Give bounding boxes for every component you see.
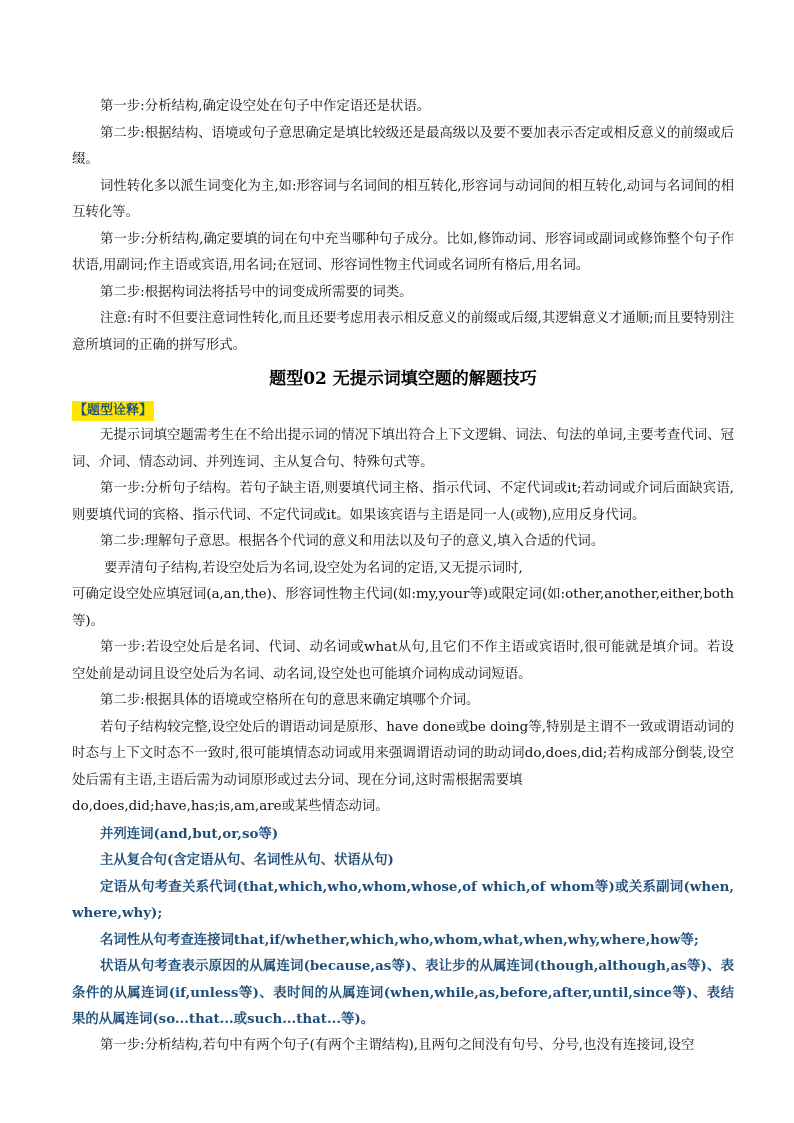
no-hint-intro: 无提示词填空题需考生在不给出提示词的情况下填出符合上下文逻辑、词法、句法的单词,主要考查代词、冠词、介词、情态动词、并列连词、主从复合句、特殊句式等。 [72,428,734,470]
word-conversion-intro: 词性转化多以派生词变化为主,如:形容词与名词间的相互转化,形容词与动词间的相互转化,动词与名词间的相互转化等。 [72,178,734,220]
article-rule-continuation: 可确定设空处应填冠词(a,an,the)、形容词性物主代词(如:my,your等)或限定词(如:other,another,either,both等)。 [72,587,734,629]
section-heading: 题型02 无提示词填空题的解题技巧 [269,369,537,389]
step-one-structure: 第一步:分析结构,确定设空处在句子中作定语还是状语。 [100,99,431,114]
adverbial-clause-rule: 状语从句考查表示原因的从属连词(because,as等)、表让步的从属连词(though,although,as等)、表条件的从属连词(if,unless等)、表时间的从属连词(when,while,as,before,after,until,since等)、表结果的从属连词(so...that...或such...that...等)。 [72,958,734,1027]
step-one-sentence-element: 第一步:分析结构,确定要填的词在句中充当哪种句子成分。比如,修饰动词、形容词或副词或修饰整个句子作状语,用副词;作主语或宾语,用名词;在冠词、形容词性物主代词或名词所有格后,用名词。 [72,231,734,273]
pronoun-step-two: 第二步:理解句子意思。根据各个代词的意义和用法以及句子的意义,填入合适的代词。 [100,534,605,549]
tag-row [72,395,734,423]
conjunction-step-one: 第一步:分析结构,若句中有两个句子(有两个主谓结构),且两句之间没有句号、分号,也没有连接词,设空 [100,1037,695,1053]
preposition-step-one: 第一步:若设空处后是名词、代词、动名词或what从句,且它们不作主语或宾语时,很可能就是填介词。若设空处前是动词且设空处后为名词、动名词,设空处也可能填介词构成动词短语。 [72,640,734,682]
attributive-clause-rule: 定语从句考查关系代词(that,which,who,whom,whose,of which,of whom等)或关系副词(when,where,why); [72,878,734,921]
modal-verb-rule-tail: do,does,did;have,has;is,am,are或某些情态动词。 [72,799,389,814]
modal-verb-rule: 若句子结构较完整,设空处后的谓语动词是原形、have done或be doing等,特别是主谓不一致或谓语动词的时态与上下文时态不一致时,很可能填情态动词或用来强调谓语动词的助动词do,does,did;若构成部分倒装,设空处后需有主语,主语后需为动词原形或过去分词、现在分词,这时需根据需要填 [72,719,734,788]
step-two-comparison: 第二步:根据结构、语境或句子意思确定是填比较级还是最高级以及要不要加表示否定或相反意义的前缀或后缀。 [72,125,734,167]
question-type-tag: 【题型诠释】 [72,401,154,421]
complex-sentences: 主从复合句(含定语从句、名词性从句、状语从句) [100,852,394,868]
pronoun-step-one: 第一步:分析句子结构。若句子缺主语,则要填代词主格、指示代词、不定代词或it;若动词或介词后面缺宾语,则要填代词的宾格、指示代词、不定代词或it。如果该宾语与主语是同一人(或物),应用反身代词。 [72,481,734,523]
noun-clause-rule: 名词性从句考查连接词that,if/whether,which,who,whom,what,when,why,where,how等; [100,931,699,948]
document-body [72,94,734,1059]
note-prefix-suffix: 注意:有时不但要注意词性转化,而且还要考虑用表示相反意义的前缀或后缀,其逻辑意义才通顺;而且要特别注意所填词的正确的拼写形式。 [72,311,734,353]
article-rule-line: 要弄清句子结构,若设空处后为名词,设空处为名词的定语,又无提示词时, [104,560,523,576]
coordinating-conjunctions: 并列连词(and,but,or,so等) [100,825,279,842]
preposition-step-two: 第二步:根据具体的语境或空格所在句的意思来确定填哪个介词。 [100,693,480,708]
step-two-word-formation: 第二步:根据构词法将括号中的词变成所需要的词类。 [100,284,413,300]
